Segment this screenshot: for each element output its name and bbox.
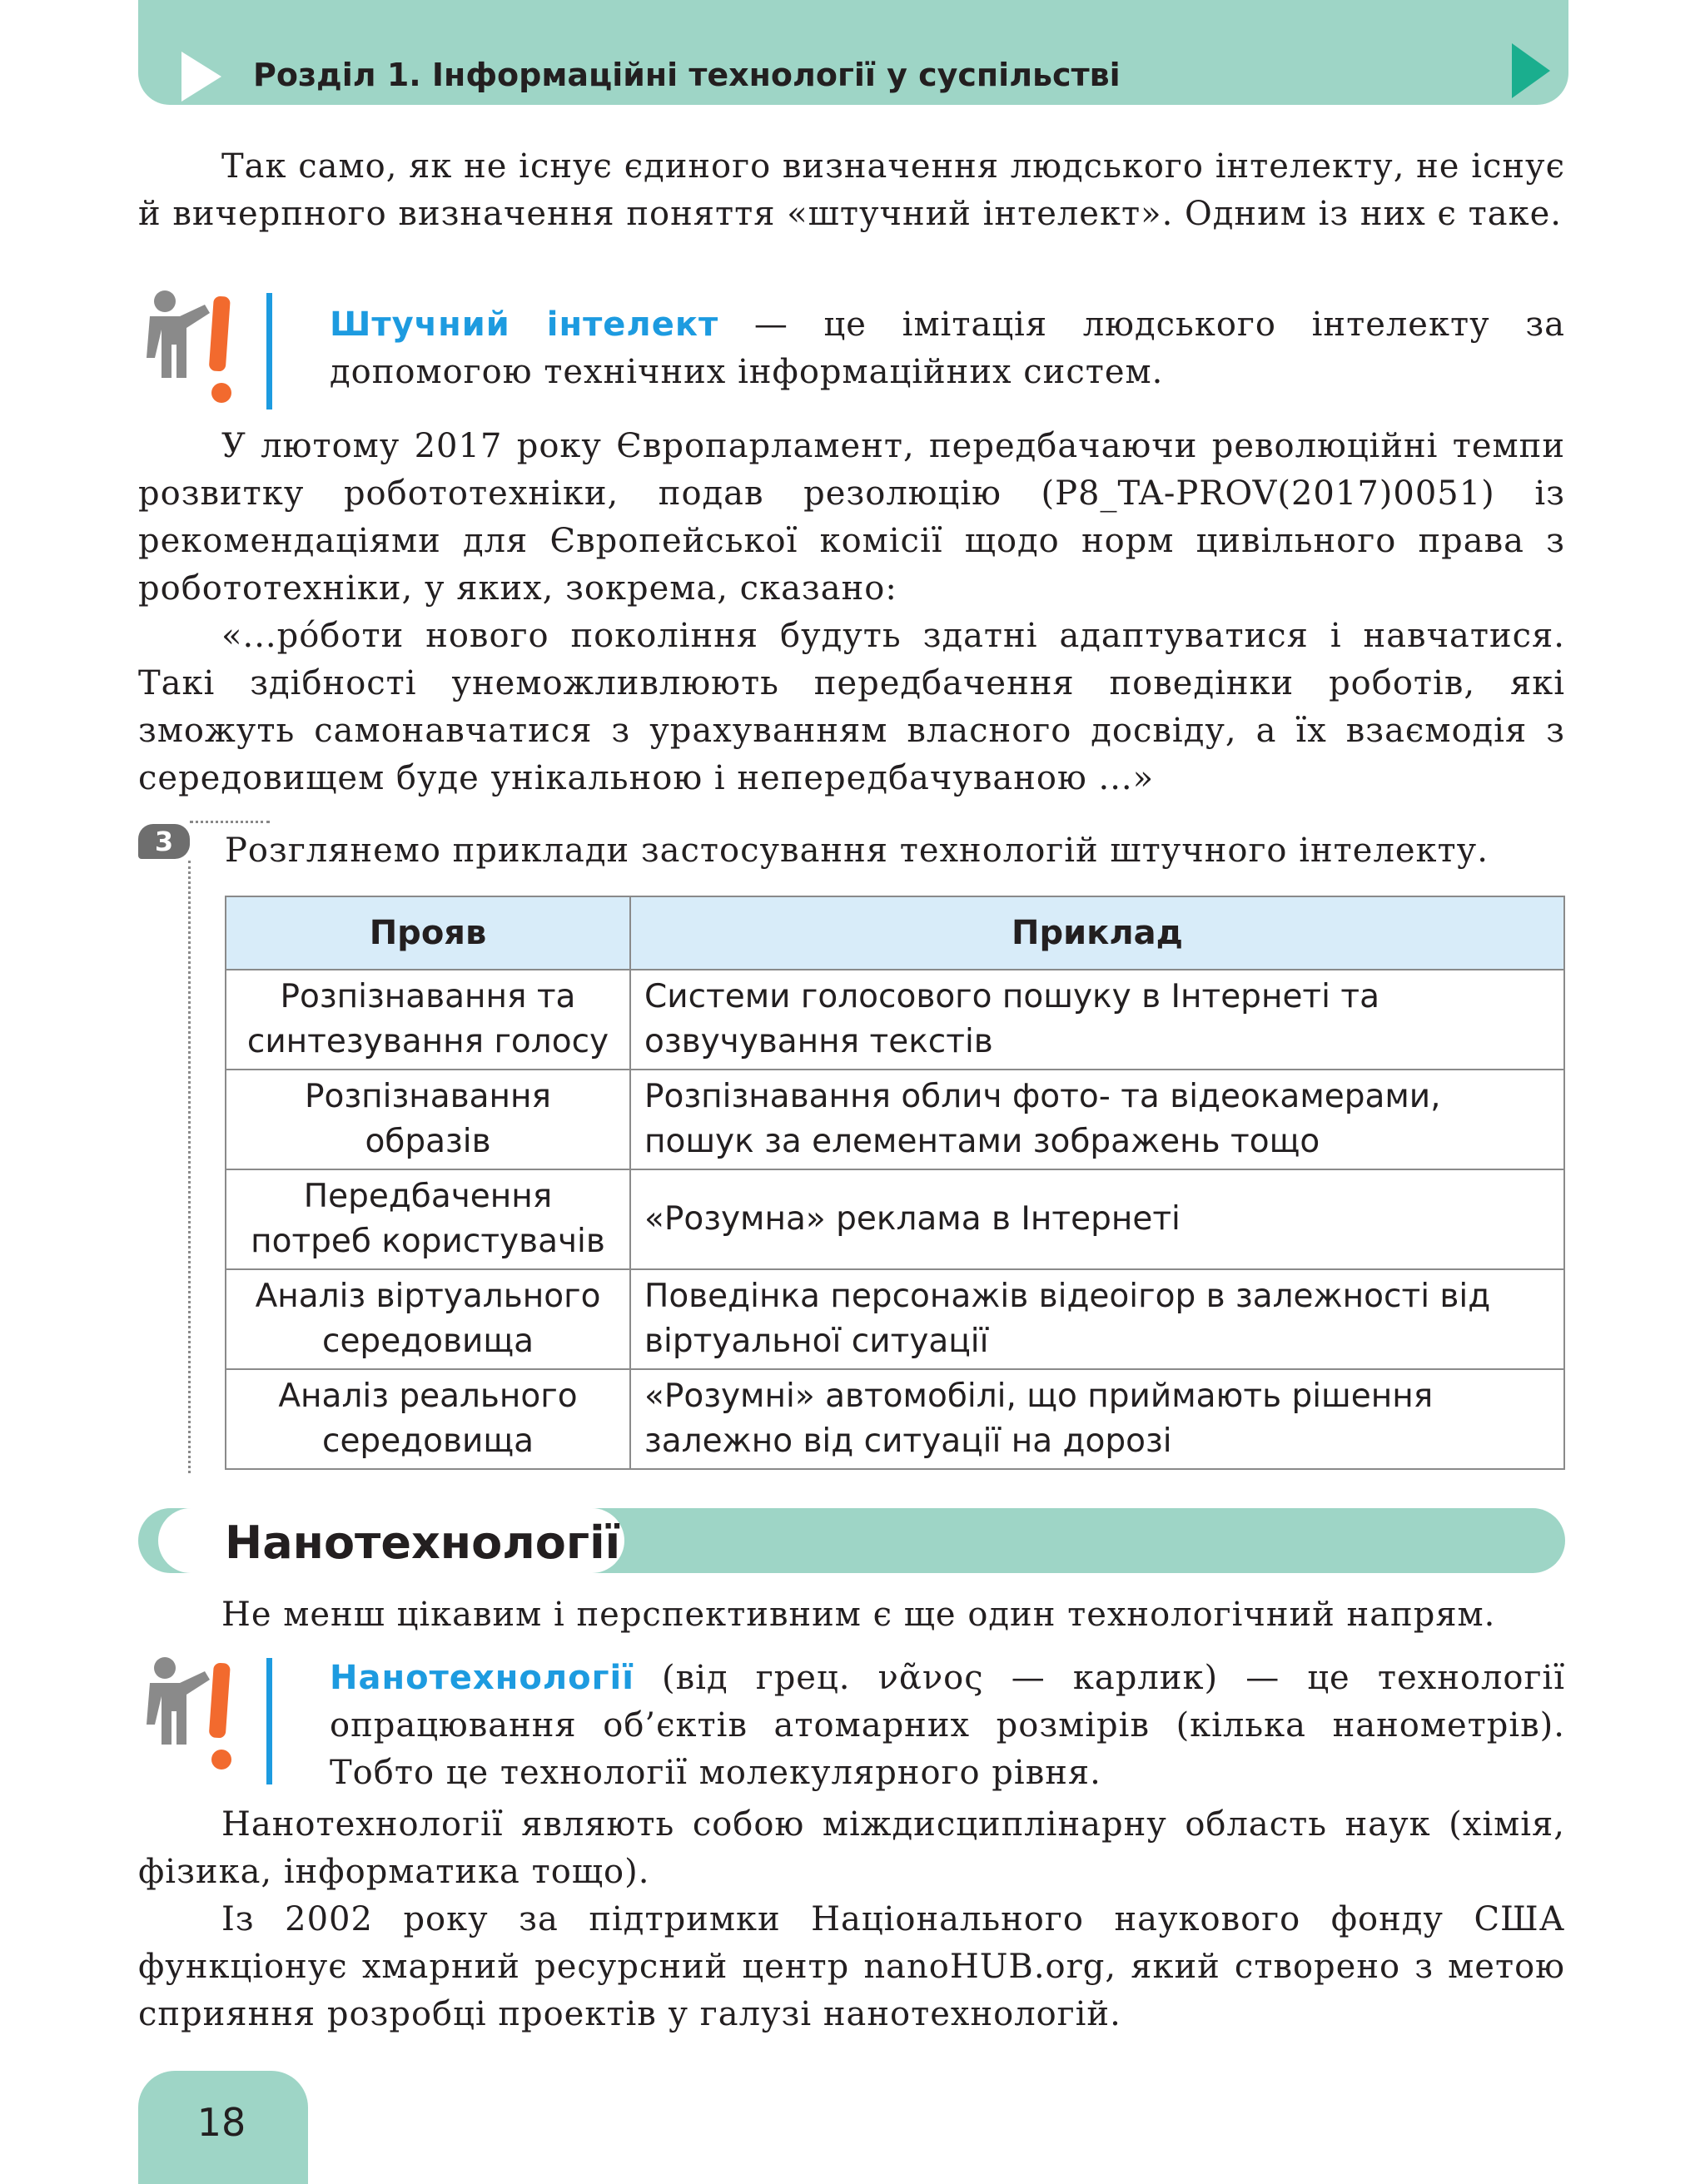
table-row (226, 1070, 1564, 1169)
page-number: 18 (196, 2100, 246, 2145)
definition-ai-text: — це імітація людського інтелекту за допомогою технічних інформаційних систем. (330, 305, 1565, 391)
section-title: Нанотехнології (225, 1516, 621, 1569)
table-header-cell: Прояв (226, 896, 630, 970)
paragraph-intro: Так само, як не існує єдиного визначення людського інтелекту, не існує й вичерпного визначення поняття «штучний інтелект». Одним із них є таке. (138, 147, 1565, 233)
table-cell: Системи голосового пошуку в Інтернеті та озвучування текстів (630, 970, 1564, 1070)
table-cell: «Розумна» реклама в Інтернеті (630, 1169, 1564, 1269)
table-cell: Поведінка персонажів відеоігор в залежності від віртуальної ситуації (630, 1269, 1564, 1369)
table-cell: Аналіз реального середовища (226, 1369, 630, 1469)
definition-ai (330, 301, 1565, 396)
chapter-header (138, 0, 1568, 105)
play-arrow-left-icon (181, 52, 221, 102)
item-number-badge: 3 (138, 824, 190, 859)
paragraph-table-intro: Розглянемо приклади застосування технологій штучного інтелекту. (225, 831, 1489, 870)
paragraph-interdisciplinary: Нанотехнології являють собою міждисциплінарну область наук (хімія, фізика, інформатика тощо). (138, 1805, 1565, 1891)
table-header-row (226, 896, 1564, 970)
ai-examples-table (225, 896, 1565, 1470)
table-cell: Розпізнавання облич фото- та відеокамерами, пошук за елементами зображень тощо (630, 1070, 1564, 1169)
table-row (226, 1369, 1564, 1469)
table-cell: Розпізнавання образів (226, 1070, 630, 1169)
table-row (226, 1269, 1564, 1369)
paragraph-nano-intro: Не менш цікавим і перспективним є ще один технологічний напрям. (221, 1596, 1496, 1634)
paragraph-europarliament: У лютому 2017 року Європарламент, передбачаючи революційні темпи розвитку робототехніки, подав резолюцію (P8_TA-PROV(2017)0051) із рекомендаціями для Європейської комісії щодо норм цивільного права з робототехніки, у яких, зокрема, сказано: (138, 427, 1565, 608)
definition-nano (330, 1655, 1565, 1797)
paragraph-quote: «...ро́боти нового покоління будуть здатні адаптуватися і навчатися. Такі здібності унеможливлюють передбачення поведінки роботів, які зможуть самонавчатися з урахуванням власного досвіду, а їх взаємодія з середовищем буде унікальною і непередбачуваною ...» (138, 617, 1565, 797)
definition-nano-text: (від грец. νᾶνος — карлик) — це технології опрацювання об’єктів атомарних розмірів (кілька нанометрів). Тобто це технології молекулярного рівня. (330, 1659, 1565, 1792)
definition-bar (266, 1658, 272, 1784)
chapter-title: Розділ 1. Інформаційні технології у суспільстві (253, 57, 1121, 93)
table-cell: Розпізнавання та синтезування голосу (226, 970, 630, 1070)
play-arrow-right-icon (1512, 43, 1550, 98)
dotted-vertical-line (188, 861, 191, 1473)
paragraph-nanohub: Із 2002 року за підтримки Національного наукового фонду США функціонує хмарний ресурсний центр nanoHUB.org, який створено з метою сприяння розробці проектів у галузі нанотехнологій. (138, 1900, 1565, 2033)
table-cell: Передбачення потреб користувачів (226, 1169, 630, 1269)
table-cell: «Розумні» автомобілі, що приймають рішення залежно від ситуації на дорозі (630, 1369, 1564, 1469)
dotted-separator (190, 821, 270, 823)
person-exclamation-icon (143, 1656, 243, 1773)
term-ai: Штучний інтелект (330, 305, 719, 344)
definition-bar (266, 293, 272, 410)
table-row (226, 970, 1564, 1070)
person-exclamation-icon (143, 290, 243, 406)
table-header-cell: Приклад (630, 896, 1564, 970)
table-cell: Аналіз віртуального середовища (226, 1269, 630, 1369)
table-row (226, 1169, 1564, 1269)
term-nano: Нанотехнології (330, 1659, 634, 1697)
